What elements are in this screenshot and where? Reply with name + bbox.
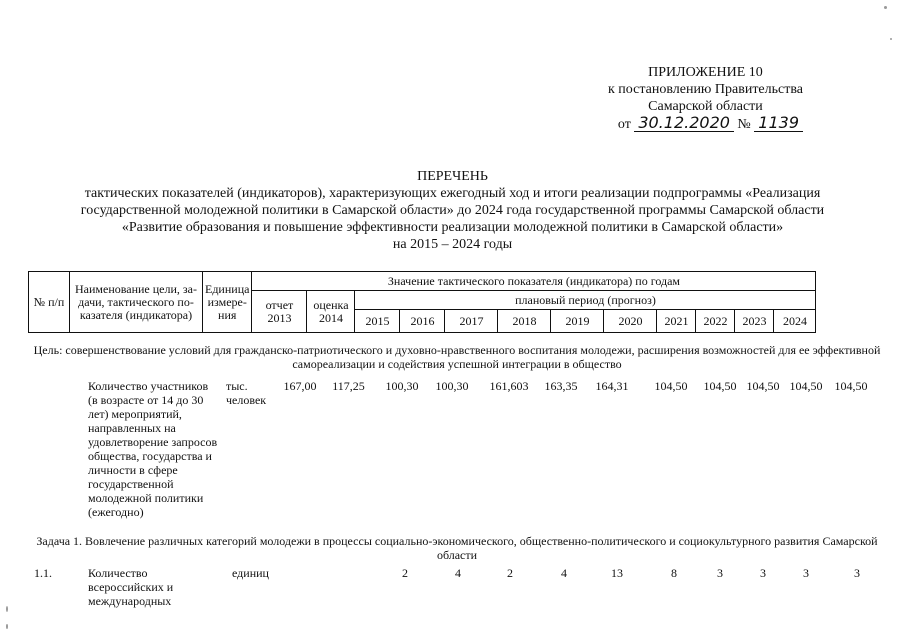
col-estimate-2014: оценка 2014 — [307, 291, 355, 333]
task-1-text: Задача 1. Вовлечение различных категорий молодежи в процессы социально-экономического, общественно-политического и социокультурного развития Самарской области — [36, 534, 878, 562]
col-year-2019: 2019 — [551, 310, 604, 333]
heading-line-1: тактических показателей (индикаторов), характеризующих ежегодный ход и итоги реализации подпрограммы «Реализация — [84, 186, 821, 201]
value-2024: 3 — [854, 566, 860, 580]
value-2020: 104,50 — [654, 379, 688, 393]
value-2021: 104,50 — [703, 379, 737, 393]
value-2023: 3 — [803, 566, 809, 580]
value-2019: 13 — [611, 566, 623, 580]
handwritten-number: 1139 — [754, 115, 803, 132]
col-year-2020: 2020 — [604, 310, 657, 333]
indicators-table-header — [28, 271, 816, 333]
value-2015: 2 — [402, 566, 408, 580]
value-2022: 3 — [760, 566, 766, 580]
col-year-2023: 2023 — [735, 310, 774, 333]
value-2016: 4 — [455, 566, 461, 580]
handwritten-date: 30.12.2020 — [634, 115, 734, 132]
scan-speck — [884, 6, 887, 9]
col-year-2021: 2021 — [657, 310, 696, 333]
value-2017: 161,603 — [489, 379, 529, 393]
col-name: Наименование цели, за-дачи, тактического по-казателя (индикатора) — [70, 272, 203, 333]
document-heading — [0, 168, 905, 253]
indicator-name: Количество всероссийских и международных — [88, 566, 174, 608]
number-prefix: № — [737, 117, 751, 132]
col-year-2015: 2015 — [355, 310, 400, 333]
appendix-block — [608, 64, 803, 133]
value-2021: 3 — [717, 566, 723, 580]
appendix-signature-line — [608, 115, 803, 133]
col-year-2017: 2017 — [445, 310, 498, 333]
heading-line-3: «Развитие образования и повышение эффективности реализации молодежной политики в Самарской области» — [121, 220, 784, 235]
indicator-name: Количество участников (в возрасте от 14 до 30 лет) мероприятий, направленных на удовлетворение запросов общества, государства и личности в сфере государственной молодежной политики (ежегодно) — [88, 379, 218, 519]
scan-speck — [6, 624, 8, 629]
value-2020: 8 — [671, 566, 677, 580]
col-year-2024: 2024 — [774, 310, 816, 333]
scan-speck — [6, 606, 8, 612]
heading-title: ПЕРЕЧЕНЬ — [417, 169, 488, 184]
col-year-2018: 2018 — [498, 310, 551, 333]
value-2024: 104,50 — [834, 379, 868, 393]
value-2013: 167,00 — [283, 379, 317, 393]
indicator-values-row — [0, 379, 905, 393]
value-2022: 104,50 — [746, 379, 780, 393]
value-2015: 100,30 — [385, 379, 419, 393]
date-prefix: от — [617, 117, 631, 132]
scan-speck — [890, 38, 892, 40]
col-number: № п/п — [29, 272, 70, 333]
value-2018: 163,35 — [544, 379, 578, 393]
value-2014: 117,25 — [332, 379, 365, 393]
col-report-2013: отчет 2013 — [252, 291, 307, 333]
col-values: Значение тактического показателя (индикатора) по годам — [252, 272, 816, 291]
appendix-line3: Самарской области — [648, 99, 763, 114]
value-2019: 164,31 — [595, 379, 629, 393]
value-2023: 104,50 — [789, 379, 823, 393]
value-2017: 2 — [507, 566, 513, 580]
indicator-values-row — [0, 566, 905, 580]
appendix-line2: к постановлению Правительства — [607, 82, 803, 97]
heading-line-2: государственной молодежной политики в Самарской области» до 2024 года государственной программы Самарской области — [80, 203, 825, 218]
appendix-title: ПРИЛОЖЕНИЕ 10 — [648, 65, 763, 80]
indicator-number: 1.1. — [34, 566, 52, 580]
goal-text: Цель: совершенствование условий для гражданско-патриотического и духовно-нравственного воспитания молодежи, расширения возможностей для ее эффективной самореализации и содействия успешной интеграции в общество — [33, 343, 881, 371]
col-unit: Единица измере-ния — [203, 272, 252, 333]
col-year-2016: 2016 — [400, 310, 445, 333]
col-year-2022: 2022 — [696, 310, 735, 333]
value-2016: 100,30 — [435, 379, 469, 393]
indicator-unit: единиц — [232, 566, 269, 580]
col-plan-period: плановый период (прогноз) — [355, 291, 816, 310]
heading-line-4: на 2015 – 2024 годы — [392, 237, 513, 252]
indicator-unit: тыс. человек — [226, 379, 267, 407]
value-2018: 4 — [561, 566, 567, 580]
